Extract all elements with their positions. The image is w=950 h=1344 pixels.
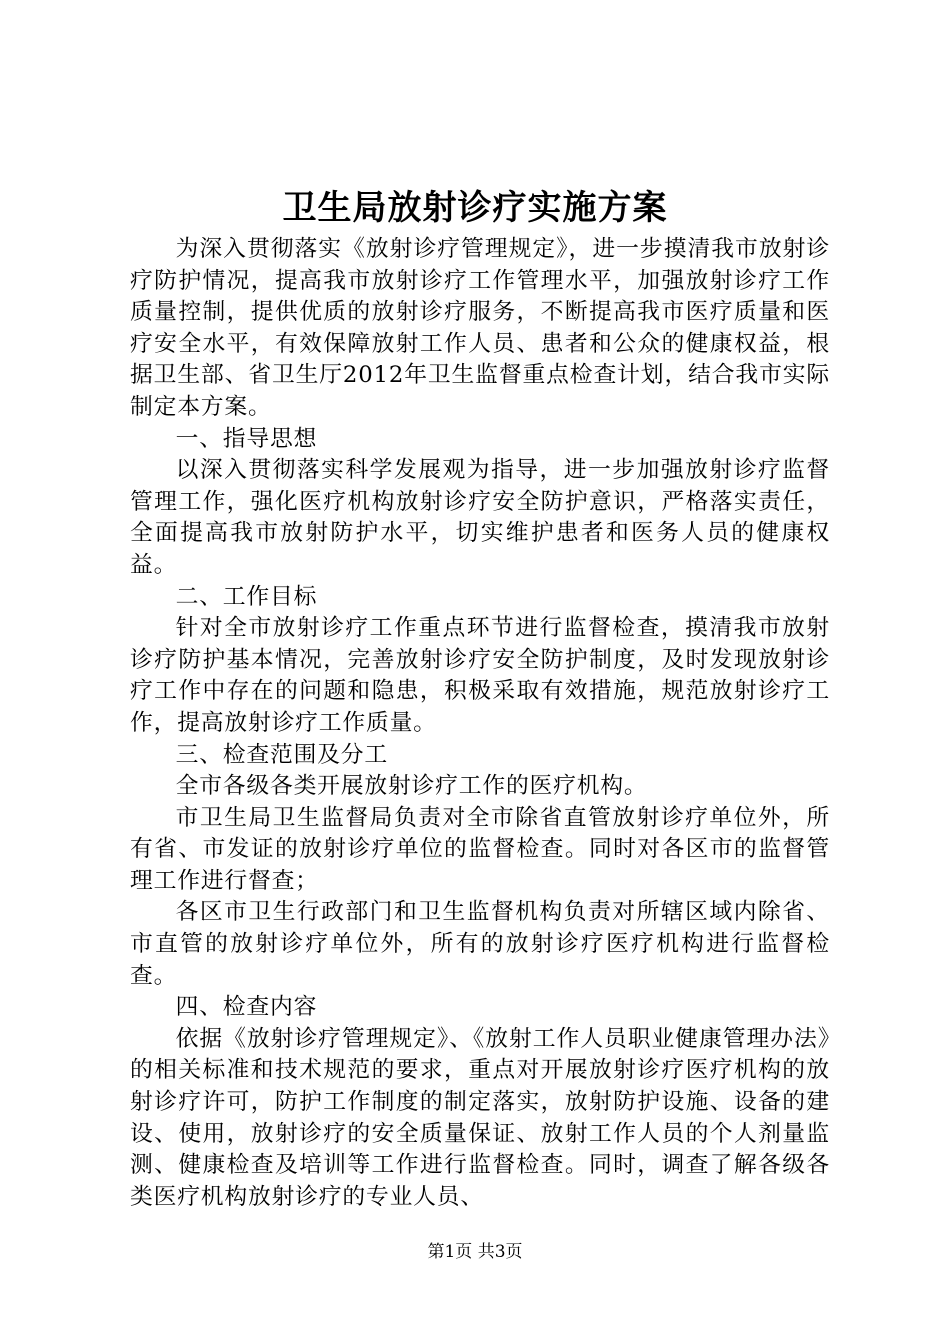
intro-paragraph: 为深入贯彻落实《放射诊疗管理规定》，进一步摸清我市放射诊疗防护情况，提高我市放射诊疗工作管理水平，加强放射诊疗工作质量控制，提供优质的放射诊疗服务，不断提高我市医疗质量和医疗安全水平，有效保障放射工作人员、患者和公众的健康权益，根据卫生部、省卫生厅2012年卫生监督重点检查计划，结合我市实际制定本方案。: [130, 236, 830, 420]
document-title: 卫生局放射诊疗实施方案: [282, 188, 668, 228]
body-paragraph: 以深入贯彻落实科学发展观为指导，进一步加强放射诊疗监督管理工作，强化医疗机构放射诊疗安全防护意识，严格落实责任，全面提高我市放射防护水平，切实维护患者和医务人员的健康权益。: [130, 457, 830, 578]
section-heading-guiding-ideology: 一、指导思想: [175, 425, 318, 452]
section-heading-inspection-scope: 三、检查范围及分工: [175, 741, 388, 768]
body-paragraph: 针对全市放射诊疗工作重点环节进行监督检查，摸清我市放射诊疗防护基本情况，完善放射诊疗安全防护制度，及时发现放射诊疗工作中存在的问题和隐患，积极采取有效措施，规范放射诊疗工作，提高放射诊疗工作质量。: [130, 615, 830, 736]
body-paragraph: 各区市卫生行政部门和卫生监督机构负责对所辖区域内除省、市直管的放射诊疗单位外，所有的放射诊疗医疗机构进行监督检查。: [130, 899, 830, 989]
document-body: [130, 234, 830, 1213]
body-paragraph: 全市各级各类开展放射诊疗工作的医疗机构。: [175, 773, 648, 800]
body-paragraph: 依据《放射诊疗管理规定》、《放射工作人员职业健康管理办法》的相关标准和技术规范的要求，重点对开展放射诊疗医疗机构的放射诊疗许可，防护工作制度的制定落实，放射防护设施、设备的建设、使用，放射诊疗的安全质量保证、放射工作人员的个人剂量监测、健康检查及培训等工作进行监督检查。同时，调查了解各级各类医疗机构放射诊疗的专业人员、: [130, 1025, 830, 1210]
section-heading-inspection-content: 四、检查内容: [175, 994, 318, 1021]
body-paragraph: 市卫生局卫生监督局负责对全市除省直管放射诊疗单位外，所有省、市发证的放射诊疗单位的监督检查。同时对各区市的监督管理工作进行督查；: [130, 804, 830, 894]
section-heading-work-goals: 二、工作目标: [175, 583, 318, 610]
page-number-footer: 第1页 共3页: [427, 1242, 523, 1262]
